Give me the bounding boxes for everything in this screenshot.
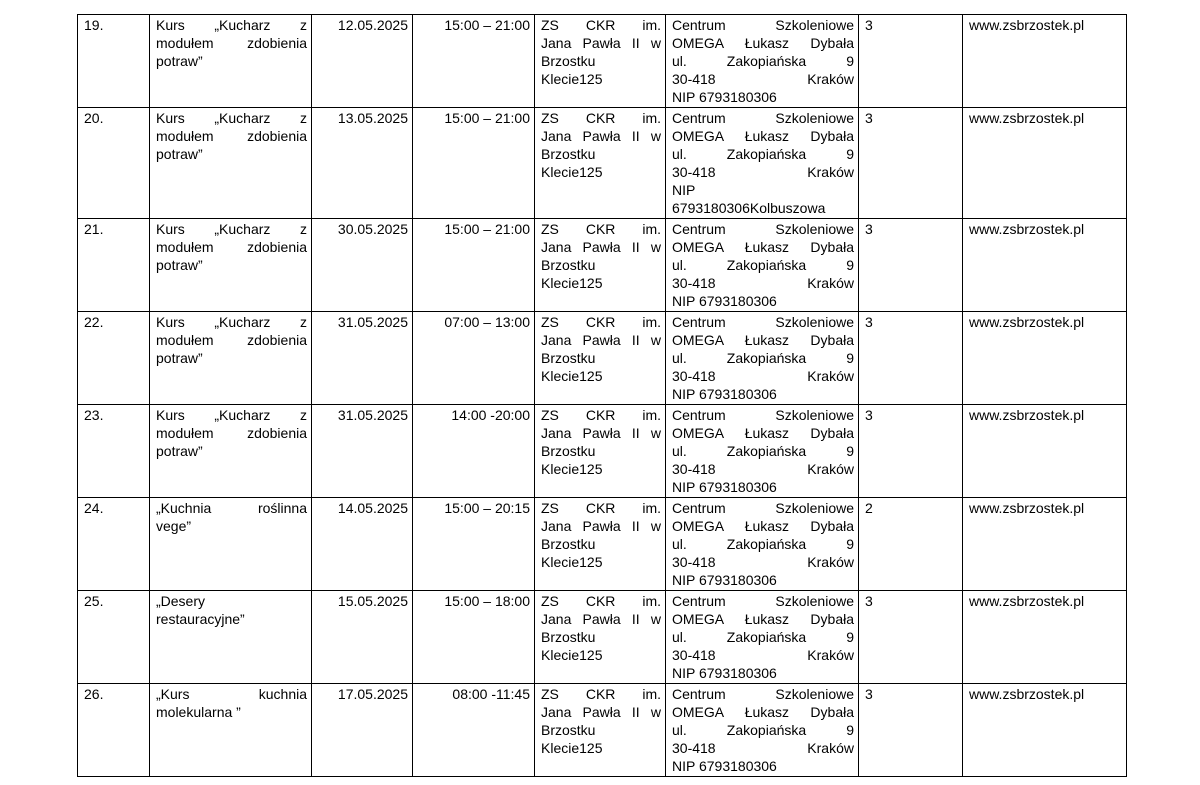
- venue-cell: [535, 498, 666, 591]
- venue-line: Brzostku: [541, 257, 596, 273]
- course-time: 15:00 – 21:00: [444, 110, 530, 126]
- provider-cell: [666, 15, 859, 108]
- date-cell: [312, 498, 413, 591]
- provider-line: 30-418 Kraków: [672, 461, 854, 477]
- participants-cell: [859, 591, 963, 684]
- venue-line: Klecie125: [541, 647, 603, 663]
- course-name-line: „Desery: [156, 593, 206, 609]
- row-number: 23.: [84, 407, 104, 423]
- venue-line: Klecie125: [541, 164, 603, 180]
- provider-line: OMEGA Łukasz Dybała: [672, 518, 854, 534]
- participants-cell: [859, 405, 963, 498]
- table-row: [78, 108, 1127, 219]
- row-number: 21.: [84, 221, 104, 237]
- website-cell: [963, 312, 1127, 405]
- date-cell: [312, 591, 413, 684]
- time-cell: [413, 684, 535, 777]
- table-row: [78, 405, 1127, 498]
- course-name-cell: [150, 219, 312, 312]
- row-number-cell: [78, 684, 150, 777]
- table-row: [78, 219, 1127, 312]
- provider-cell: [666, 108, 859, 219]
- row-number-cell: [78, 312, 150, 405]
- course-name-line: Kurs „Kucharz z: [156, 17, 307, 33]
- website-cell: [963, 498, 1127, 591]
- course-name-line: potraw”: [156, 350, 203, 366]
- website-text: www.zsbrzostek.pl: [969, 314, 1085, 330]
- course-name-cell: [150, 498, 312, 591]
- website-text: www.zsbrzostek.pl: [969, 500, 1085, 516]
- provider-line: OMEGA Łukasz Dybała: [672, 704, 854, 720]
- website-text: www.zsbrzostek.pl: [969, 17, 1085, 33]
- course-date: 31.05.2025: [337, 407, 408, 423]
- participants-cell: [859, 15, 963, 108]
- course-name-cell: [150, 684, 312, 777]
- row-number-cell: [78, 108, 150, 219]
- row-number: 20.: [84, 110, 104, 126]
- course-date: 17.05.2025: [337, 686, 408, 702]
- venue-line: ZS CKR im.: [541, 221, 661, 237]
- venue-line: Jana Pawła II w: [541, 239, 661, 255]
- date-cell: [312, 108, 413, 219]
- course-date: 31.05.2025: [337, 314, 408, 330]
- provider-line: NIP 6793180306: [672, 572, 777, 588]
- participants-count: 3: [865, 110, 873, 126]
- provider-line: OMEGA Łukasz Dybała: [672, 239, 854, 255]
- venue-line: Klecie125: [541, 275, 603, 291]
- venue-line: ZS CKR im.: [541, 593, 661, 609]
- course-time: 07:00 – 13:00: [444, 314, 530, 330]
- course-time: 15:00 – 21:00: [444, 221, 530, 237]
- provider-line: NIP 6793180306: [672, 479, 777, 495]
- participants-cell: [859, 684, 963, 777]
- course-name-line: „Kurs kuchnia: [156, 686, 307, 702]
- venue-line: Jana Pawła II w: [541, 611, 661, 627]
- venue-line: ZS CKR im.: [541, 686, 661, 702]
- course-name-line: modułem zdobienia: [156, 425, 307, 441]
- venue-line: Brzostku: [541, 536, 596, 552]
- venue-line: Klecie125: [541, 71, 603, 87]
- venue-line: Brzostku: [541, 350, 596, 366]
- venue-line: Brzostku: [541, 722, 596, 738]
- venue-line: Brzostku: [541, 146, 596, 162]
- course-name-line: modułem zdobienia: [156, 128, 307, 144]
- date-cell: [312, 405, 413, 498]
- venue-line: ZS CKR im.: [541, 314, 661, 330]
- course-name-line: potraw”: [156, 257, 203, 273]
- provider-line: 30-418 Kraków: [672, 368, 854, 384]
- participants-count: 3: [865, 314, 873, 330]
- provider-line: Centrum Szkoleniowe: [672, 221, 854, 237]
- website-text: www.zsbrzostek.pl: [969, 407, 1085, 423]
- course-date: 13.05.2025: [337, 110, 408, 126]
- course-name-line: modułem zdobienia: [156, 35, 307, 51]
- website-cell: [963, 108, 1127, 219]
- provider-cell: [666, 684, 859, 777]
- website-cell: [963, 15, 1127, 108]
- course-name-line: Kurs „Kucharz z: [156, 407, 307, 423]
- row-number-cell: [78, 498, 150, 591]
- table-body: [78, 15, 1127, 777]
- venue-line: Klecie125: [541, 461, 603, 477]
- provider-line: NIP 6793180306: [672, 665, 777, 681]
- date-cell: [312, 312, 413, 405]
- provider-line: ul. Zakopiańska 9: [672, 53, 854, 69]
- row-number: 26.: [84, 686, 104, 702]
- provider-line: NIP 6793180306: [672, 89, 777, 105]
- provider-line: ul. Zakopiańska 9: [672, 257, 854, 273]
- time-cell: [413, 312, 535, 405]
- date-cell: [312, 684, 413, 777]
- row-number: 22.: [84, 314, 104, 330]
- course-date: 15.05.2025: [337, 593, 408, 609]
- provider-line: ul. Zakopiańska 9: [672, 350, 854, 366]
- venue-line: Brzostku: [541, 443, 596, 459]
- provider-line: NIP: [672, 182, 696, 198]
- course-time: 15:00 – 18:00: [444, 593, 530, 609]
- website-cell: [963, 405, 1127, 498]
- venue-line: Jana Pawła II w: [541, 425, 661, 441]
- website-text: www.zsbrzostek.pl: [969, 593, 1085, 609]
- table-row: [78, 591, 1127, 684]
- venue-line: ZS CKR im.: [541, 500, 661, 516]
- course-name-line: Kurs „Kucharz z: [156, 221, 307, 237]
- time-cell: [413, 15, 535, 108]
- website-text: www.zsbrzostek.pl: [969, 686, 1085, 702]
- provider-cell: [666, 405, 859, 498]
- venue-line: Jana Pawła II w: [541, 128, 661, 144]
- provider-line: Centrum Szkoleniowe: [672, 110, 854, 126]
- provider-line: Centrum Szkoleniowe: [672, 17, 854, 33]
- course-name-line: potraw”: [156, 53, 203, 69]
- website-cell: [963, 219, 1127, 312]
- row-number-cell: [78, 405, 150, 498]
- table-row: [78, 312, 1127, 405]
- provider-line: NIP 6793180306: [672, 386, 777, 402]
- provider-line: NIP 6793180306: [672, 293, 777, 309]
- time-cell: [413, 405, 535, 498]
- course-name-cell: [150, 108, 312, 219]
- provider-line: 30-418 Kraków: [672, 164, 854, 180]
- venue-line: Brzostku: [541, 53, 596, 69]
- provider-line: OMEGA Łukasz Dybała: [672, 425, 854, 441]
- venue-line: ZS CKR im.: [541, 407, 661, 423]
- time-cell: [413, 498, 535, 591]
- venue-line: ZS CKR im.: [541, 110, 661, 126]
- venue-cell: [535, 405, 666, 498]
- provider-cell: [666, 312, 859, 405]
- venue-line: Jana Pawła II w: [541, 35, 661, 51]
- course-name-cell: [150, 405, 312, 498]
- row-number-cell: [78, 591, 150, 684]
- provider-cell: [666, 219, 859, 312]
- course-name-cell: [150, 312, 312, 405]
- website-text: www.zsbrzostek.pl: [969, 221, 1085, 237]
- participants-cell: [859, 312, 963, 405]
- course-name-line: restauracyjne”: [156, 611, 245, 627]
- venue-line: Jana Pawła II w: [541, 518, 661, 534]
- table-row: [78, 684, 1127, 777]
- course-name-line: modułem zdobienia: [156, 239, 307, 255]
- venue-cell: [535, 108, 666, 219]
- provider-cell: [666, 591, 859, 684]
- course-time: 15:00 – 20:15: [444, 500, 530, 516]
- course-date: 30.05.2025: [337, 221, 408, 237]
- row-number: 19.: [84, 17, 104, 33]
- provider-line: Centrum Szkoleniowe: [672, 686, 854, 702]
- provider-line: OMEGA Łukasz Dybała: [672, 35, 854, 51]
- venue-cell: [535, 684, 666, 777]
- provider-line: 30-418 Kraków: [672, 740, 854, 756]
- participants-cell: [859, 498, 963, 591]
- participants-count: 3: [865, 221, 873, 237]
- provider-line: 6793180306Kolbuszowa: [672, 200, 826, 216]
- venue-line: Jana Pawła II w: [541, 704, 661, 720]
- venue-line: Brzostku: [541, 629, 596, 645]
- row-number: 25.: [84, 593, 104, 609]
- provider-cell: [666, 498, 859, 591]
- provider-line: Centrum Szkoleniowe: [672, 593, 854, 609]
- table-row: [78, 498, 1127, 591]
- row-number-cell: [78, 219, 150, 312]
- website-text: www.zsbrzostek.pl: [969, 110, 1085, 126]
- course-time: 14:00 -20:00: [451, 407, 530, 423]
- course-name-line: Kurs „Kucharz z: [156, 314, 307, 330]
- course-name-line: molekularna ”: [156, 704, 241, 720]
- venue-line: Klecie125: [541, 368, 603, 384]
- venue-line: Jana Pawła II w: [541, 332, 661, 348]
- course-name-cell: [150, 591, 312, 684]
- provider-line: 30-418 Kraków: [672, 554, 854, 570]
- course-name-line: Kurs „Kucharz z: [156, 110, 307, 126]
- course-name-line: „Kuchnia roślinna: [156, 500, 307, 516]
- venue-cell: [535, 15, 666, 108]
- participants-count: 3: [865, 593, 873, 609]
- participants-cell: [859, 219, 963, 312]
- provider-line: Centrum Szkoleniowe: [672, 314, 854, 330]
- participants-count: 3: [865, 407, 873, 423]
- provider-line: ul. Zakopiańska 9: [672, 146, 854, 162]
- venue-line: Klecie125: [541, 554, 603, 570]
- provider-line: Centrum Szkoleniowe: [672, 407, 854, 423]
- course-time: 08:00 -11:45: [452, 686, 530, 702]
- venue-line: ZS CKR im.: [541, 17, 661, 33]
- provider-line: OMEGA Łukasz Dybała: [672, 332, 854, 348]
- course-name-line: potraw”: [156, 443, 203, 459]
- participants-cell: [859, 108, 963, 219]
- course-name-line: potraw”: [156, 146, 203, 162]
- participants-count: 3: [865, 686, 873, 702]
- venue-cell: [535, 312, 666, 405]
- provider-line: ul. Zakopiańska 9: [672, 722, 854, 738]
- row-number-cell: [78, 15, 150, 108]
- course-time: 15:00 – 21:00: [444, 17, 530, 33]
- provider-line: OMEGA Łukasz Dybała: [672, 128, 854, 144]
- provider-line: ul. Zakopiańska 9: [672, 443, 854, 459]
- provider-line: NIP 6793180306: [672, 758, 777, 774]
- date-cell: [312, 15, 413, 108]
- provider-line: 30-418 Kraków: [672, 275, 854, 291]
- participants-count: 3: [865, 17, 873, 33]
- venue-line: Klecie125: [541, 740, 603, 756]
- row-number: 24.: [84, 500, 104, 516]
- venue-cell: [535, 591, 666, 684]
- course-name-line: modułem zdobienia: [156, 332, 307, 348]
- table-row: [78, 15, 1127, 108]
- provider-line: Centrum Szkoleniowe: [672, 500, 854, 516]
- time-cell: [413, 591, 535, 684]
- website-cell: [963, 591, 1127, 684]
- schedule-table: [77, 14, 1127, 777]
- provider-line: OMEGA Łukasz Dybała: [672, 611, 854, 627]
- venue-cell: [535, 219, 666, 312]
- time-cell: [413, 108, 535, 219]
- provider-line: ul. Zakopiańska 9: [672, 536, 854, 552]
- time-cell: [413, 219, 535, 312]
- provider-line: 30-418 Kraków: [672, 71, 854, 87]
- course-date: 12.05.2025: [337, 17, 408, 33]
- course-date: 14.05.2025: [337, 500, 408, 516]
- participants-count: 2: [865, 500, 873, 516]
- website-cell: [963, 684, 1127, 777]
- course-name-line: vege”: [156, 518, 192, 534]
- course-name-cell: [150, 15, 312, 108]
- provider-line: ul. Zakopiańska 9: [672, 629, 854, 645]
- provider-line: 30-418 Kraków: [672, 647, 854, 663]
- date-cell: [312, 219, 413, 312]
